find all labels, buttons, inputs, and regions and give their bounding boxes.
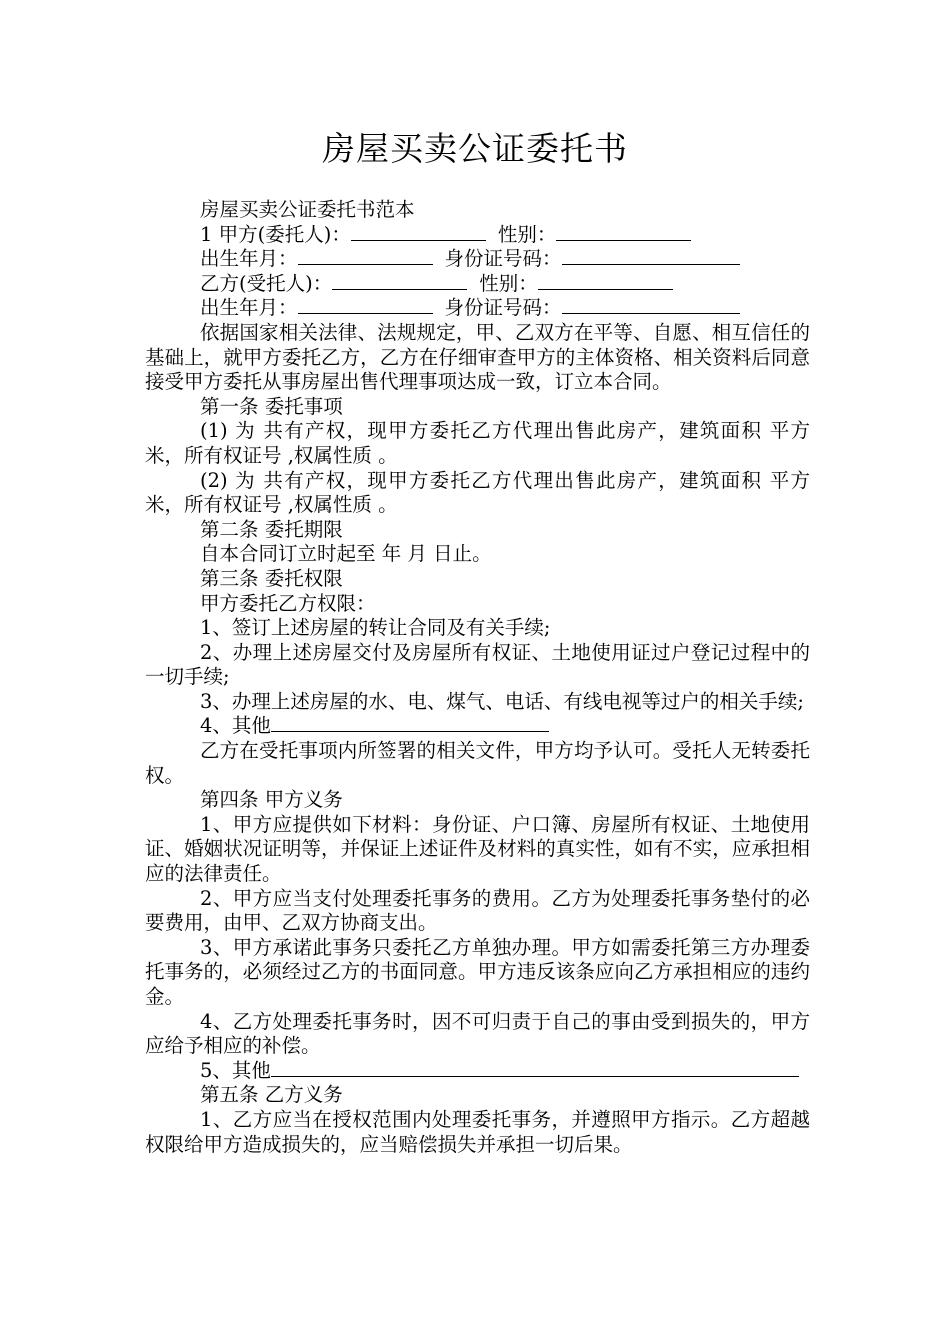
party-b-id-label: 身份证号码：	[444, 296, 562, 320]
party-b-label: 乙方(受托人)：	[200, 271, 333, 295]
intro-paragraph: 依据国家相关法律、法规规定，甲、乙双方在平等、自愿、相互信任的基础上，就甲方委托乙方，乙方在仔细审查甲方的主体资格、相关资料后同意接受甲方委托从事房屋出售代理事项达成一致，订立本合同。	[145, 320, 810, 394]
document-title: 房屋买卖公证委托书	[322, 129, 628, 168]
party-a-row	[145, 223, 810, 248]
party-a-name-blank	[351, 223, 486, 241]
party-a-birth-blank	[298, 247, 433, 265]
article-5-item-1: 1、乙方应当在授权范围内处理委托事务，并遵照甲方指示。乙方超越权限给甲方造成损失的，应当赔偿损失并承担一切后果。	[145, 1107, 810, 1156]
article-3-item-1: 1、签订上述房屋的转让合同及有关手续;	[200, 616, 551, 640]
article-4-item-4: 4、乙方处理委托事务时，因不可归责于自己的事由受到损失的，甲方应给予相应的补偿。	[145, 1009, 810, 1058]
article-3-note: 乙方在受托事项内所签署的相关文件，甲方均予认可。受托人无转委托权。	[145, 739, 810, 787]
party-a-birth-row	[145, 247, 810, 272]
article-5-heading: 第五条 乙方义务	[200, 1083, 343, 1107]
article-3-item-2: 2、办理上述房屋交付及房屋所有权证、土地使用证过户登记过程中的一切手续;	[145, 640, 810, 689]
article-4-heading: 第四条 甲方义务	[200, 788, 343, 812]
article-3-item-4-row	[145, 714, 810, 739]
article-4-item-5: 5、其他	[200, 1058, 271, 1082]
article-2-text: 自本合同订立时起至 年 月 日止。	[200, 542, 492, 566]
party-a-gender-label: 性别：	[497, 222, 557, 246]
article-4-item-5-blank	[271, 1059, 799, 1077]
article-4-item-2: 2、甲方应当支付处理委托事务的费用。乙方为处理委托事务垫付的必要费用，由甲、乙双方协商支出。	[145, 886, 810, 935]
article-3-item-4-blank	[271, 714, 549, 732]
party-a-gender-blank	[556, 223, 691, 241]
article-3-heading: 第三条 委托权限	[200, 566, 343, 590]
article-4-item-5-row	[145, 1059, 810, 1084]
article-3-item-3: 3、办理上述房屋的水、电、煤气、电话、有线电视等过户的相关手续;	[200, 689, 804, 713]
party-b-birth-label: 出生年月：	[200, 296, 298, 320]
article-3-intro: 甲方委托乙方权限：	[200, 591, 376, 615]
party-b-birth-row	[145, 296, 810, 321]
party-b-name-blank	[332, 272, 467, 290]
party-a-label: 1 甲方(委托人)：	[200, 222, 351, 246]
article-1-item-1: (1) 为 共有产权，现甲方委托乙方代理出售此房产，建筑面积 平方米，所有权证号 ,权属性质 。	[145, 419, 810, 467]
party-b-gender-label: 性别：	[479, 271, 538, 295]
document-body	[145, 198, 810, 1157]
party-a-id-blank	[562, 247, 740, 265]
party-b-id-blank	[562, 296, 740, 314]
article-1-heading: 第一条 委托事项	[200, 394, 343, 418]
party-b-row	[145, 272, 810, 297]
article-4-item-3: 3、甲方承诺此事务只委托乙方单独办理。甲方如需委托第三方办理委托事务的，必须经过乙方的书面同意。甲方违反该条应向乙方承担相应的违约金。	[145, 935, 810, 1008]
party-b-birth-blank	[298, 296, 433, 314]
article-2-heading: 第二条 委托期限	[200, 517, 343, 541]
party-a-birth-label: 出生年月：	[200, 247, 298, 271]
article-1-item-2: (2) 为 共有产权，现甲方委托乙方代理出售此房产，建筑面积 平方米，所有权证号 ,权属性质 。	[145, 468, 810, 517]
article-4-item-1: 1、甲方应提供如下材料：身份证、户口簿、房屋所有权证、土地使用证、婚姻状况证明等，并保证上述证件及材料的真实性，如有不实，应承担相应的法律责任。	[145, 812, 810, 886]
subtitle: 房屋买卖公证委托书范本	[200, 198, 415, 221]
article-3-item-4: 4、其他	[200, 714, 271, 738]
party-a-id-label: 身份证号码：	[444, 247, 562, 271]
party-b-gender-blank	[538, 272, 673, 290]
